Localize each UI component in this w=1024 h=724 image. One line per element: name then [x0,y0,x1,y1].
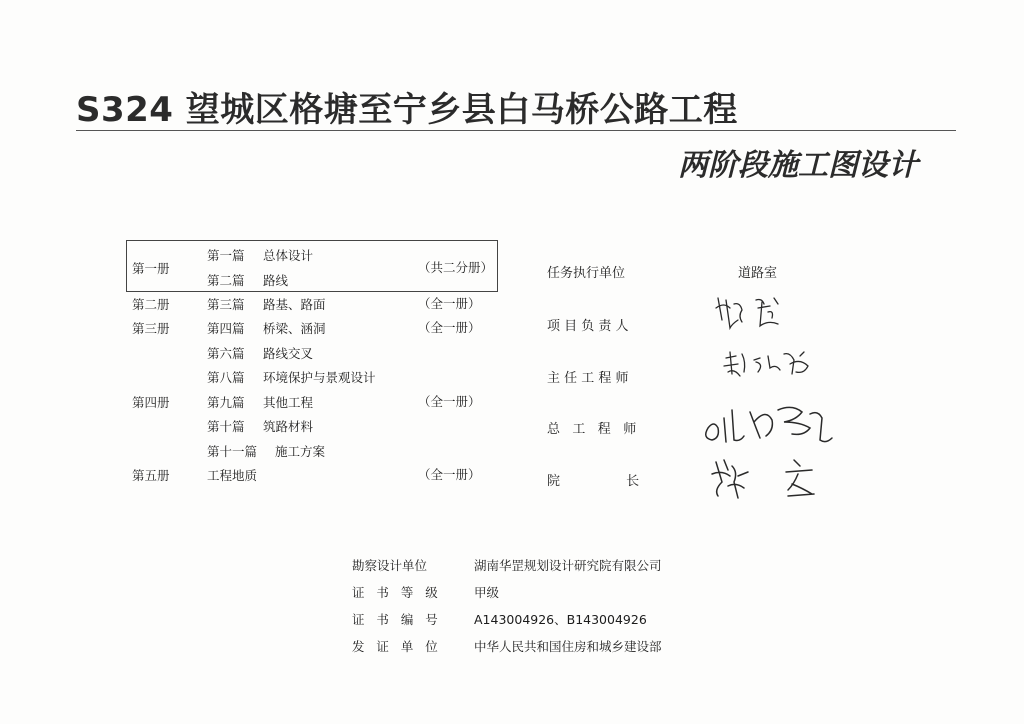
toc-count: （全一册） [418,296,481,311]
toc-chapter: 第九篇 [207,395,245,410]
toc-volume: 第四册 [132,395,170,410]
general-engineer-signature [700,398,840,454]
toc-chapter: 第二篇 [207,273,245,288]
toc-volume: 第三册 [132,321,170,336]
info-value: 湖南华罡规划设计研究院有限公司 [474,558,662,573]
role-label: 项 目 负 责 人 [547,319,629,334]
role-label: 任务执行单位 [547,266,626,281]
toc-chapter: 第六篇 [207,346,245,361]
toc-name: 路线交叉 [263,346,314,361]
toc-name: 桥梁、涵洞 [263,321,326,336]
toc-name: 总体设计 [263,248,314,263]
info-value: A143004926、B143004926 [474,612,647,627]
toc-chapter: 第八篇 [207,370,245,385]
role-label: 主 任 工 程 师 [547,371,629,386]
toc-chapter: 第四篇 [207,321,245,336]
toc-name: 路基、路面 [263,297,326,312]
toc-chapter: 第一篇 [207,248,245,263]
info-label: 勘察设计单位 [352,558,428,573]
president-signature [708,452,828,504]
info-value: 甲级 [474,585,500,600]
project-title: S324 望城区格塘至宁乡县白马桥公路工程 [76,90,738,130]
toc-name: 筑路材料 [263,419,314,434]
toc-count: （全一册） [418,320,481,335]
design-stage-title: 两阶段施工图设计 [678,148,918,183]
chief-engineer-signature [720,346,816,386]
toc-volume: 第二册 [132,297,170,312]
toc-count: （全一册） [418,467,481,482]
info-label: 发 证 单 位 [352,639,438,654]
toc-name: 路线 [263,273,289,288]
info-value: 中华人民共和国住房和城乡建设部 [474,639,662,654]
toc-name: 环境保护与景观设计 [263,370,376,385]
info-label: 证 书 编 号 [352,612,438,627]
info-label: 证 书 等 级 [352,585,438,600]
toc-count: （共二分册） [418,260,494,275]
toc-chapter: 第十篇 [207,419,245,434]
role-label: 总 工 程 师 [547,422,637,437]
toc-chapter: 第十一篇 [207,444,258,459]
toc-count: （全一册） [418,394,481,409]
toc-name: 施工方案 [275,444,326,459]
role-value: 道路室 [738,266,778,281]
project-leader-signature [712,290,792,335]
toc-volume: 第五册 [132,468,170,483]
toc-chapter: 第三篇 [207,297,245,312]
toc-volume: 第一册 [132,261,170,276]
toc-name: 其他工程 [263,395,314,410]
title-divider [76,130,956,131]
toc-chapter: 工程地质 [207,468,258,483]
role-label: 院 长 [547,474,640,489]
